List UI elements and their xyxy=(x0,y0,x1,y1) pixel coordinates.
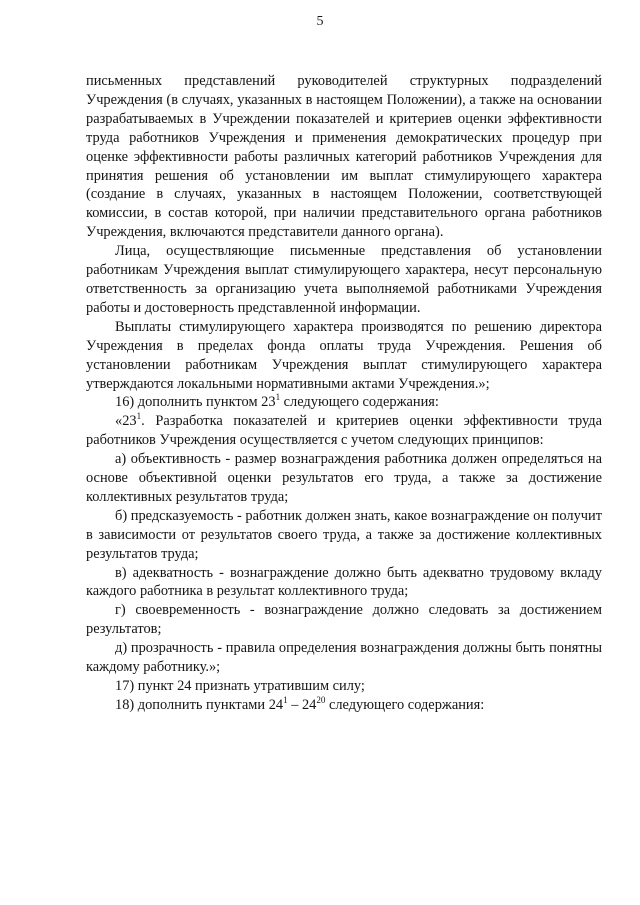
item-16-superscript: 1 xyxy=(275,392,281,403)
item-18-superscript-start: 1 xyxy=(283,694,288,705)
clause-23-1-number: «23 xyxy=(115,413,137,430)
principle-timeliness: г) своевременность - вознаграждение должно следовать за достижением результатов; xyxy=(86,602,602,638)
item-18-superscript-end: 20 xyxy=(316,694,326,705)
page-number: 5 xyxy=(316,14,324,29)
item-18-text-end: следующего содержания: xyxy=(325,696,485,713)
clause-23-1 xyxy=(86,412,602,450)
document-body xyxy=(86,72,602,715)
clause-23-1-superscript: 1 xyxy=(136,411,142,422)
principle-objectivity: а) объективность - размер вознаграждения работника должен определяться на основе объективной оценки результатов его труда, а также за достижение коллективных результатов труда; xyxy=(86,451,602,505)
item-18 xyxy=(86,696,602,715)
paragraph-responsibility: Лица, осуществляющие письменные представления об установлении работникам Учреждения выплат стимулирующего характера, несут персональную ответственность за организацию учета выполняемой работниками Учреждения работы и достоверность представленной информации. xyxy=(86,243,602,316)
principle-adequacy: в) адекватность - вознаграждение должно быть адекватно трудовому вкладу каждого работника в результат коллективного труда; xyxy=(86,564,602,600)
principle-transparency: д) прозрачность - правила определения вознаграждения должны быть понятны каждому работнику.»; xyxy=(86,640,602,676)
paragraph-payments-decision: Выплаты стимулирующего характера производятся по решению директора Учреждения в пределах фонда оплаты труда Учреждения. Решения об установлении работникам Учреждения выплат стимулирующего характера утверждаются локальными нормативными актами Учреждения.»; xyxy=(86,318,602,392)
item-16-text: 16) дополнить пунктом 23 xyxy=(115,394,276,411)
item-16-text-end: следующего содержания: xyxy=(280,394,439,411)
item-18-text: 18) дополнить пунктами 24 xyxy=(115,696,284,713)
item-17: 17) пункт 24 признать утратившим силу; xyxy=(115,678,365,694)
item-16 xyxy=(86,393,602,412)
clause-23-1-text: . Разработка показателей и критериев оценки эффективности труда работников Учреждения осуществляется с учетом следующих принципов: xyxy=(86,413,602,449)
item-18-range-dash: – 24 xyxy=(287,696,317,713)
paragraph-continuation: письменных представлений руководителей структурных подразделений Учреждения (в случаях, указанных в настоящем Положении), а также на основании разрабатываемых в Учреждении показателей и критериев оценки эффективности труда работников Учреждения и применения демократических процедур при оценке эффективности работы различных категорий работников Учреждения для принятия решения об установлении им выплат стимулирующего характера (создание в случаях, указанных в настоящем Положении, соответствующей комиссии, в состав которой, при наличии представительного органа работников Учреждения, включаются представители данного органа). xyxy=(86,73,602,241)
principle-predictability: б) предсказуемость - работник должен знать, какое вознаграждение он получит в зависимости от результатов своего труда, а также за достижение коллективных результатов труда; xyxy=(86,507,602,562)
